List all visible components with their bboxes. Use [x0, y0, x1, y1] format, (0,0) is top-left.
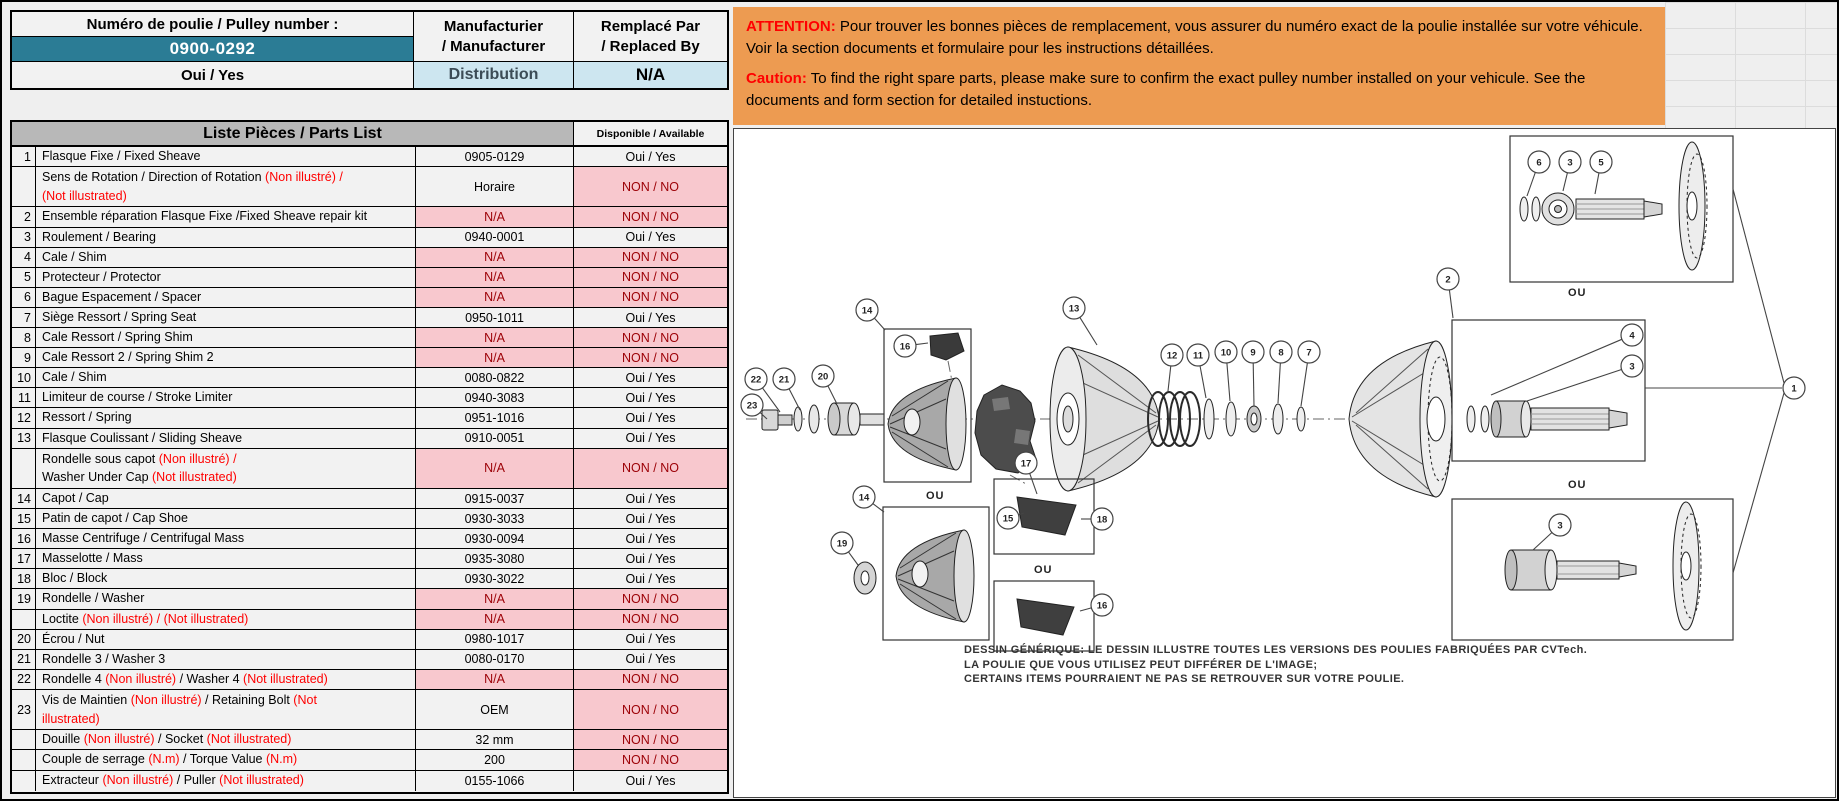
callout-leader	[848, 552, 858, 565]
availability: NON / NO	[574, 670, 727, 689]
availability: NON / NO	[574, 348, 727, 367]
callout-number: 4	[1629, 330, 1635, 342]
callout-number: 6	[1536, 157, 1542, 169]
row-number: 10	[12, 368, 36, 387]
availability: Oui / Yes	[625, 230, 676, 245]
part-name: Loctite (Non illustré) / (Not illustrated)	[36, 610, 416, 629]
attention-fr	[746, 16, 1652, 59]
part-name: Flasque Fixe / Fixed Sheave	[36, 147, 416, 166]
row-number	[12, 730, 36, 749]
part-name: Cale Ressort 2 / Spring Shim 2	[36, 348, 416, 367]
row-number: 9	[12, 348, 36, 367]
callout-number: 11	[1192, 350, 1204, 362]
callout-number: 10	[1220, 347, 1232, 359]
callout-number: 3	[1567, 157, 1573, 169]
part-number: 0080-0170	[416, 650, 574, 669]
table-row	[12, 650, 727, 670]
row-number: 11	[12, 388, 36, 407]
cap-drawing	[888, 378, 966, 470]
callout-leader	[1449, 290, 1453, 318]
callout-number: 14	[858, 492, 870, 504]
part-number: 0930-3033	[416, 509, 574, 528]
availability: NON / NO	[574, 690, 727, 729]
callout-number: 19	[836, 538, 848, 550]
table-row	[12, 207, 727, 227]
table-row	[12, 228, 727, 248]
callout-number: 13	[1068, 303, 1080, 315]
table-row	[12, 610, 727, 630]
row-number: 13	[12, 429, 36, 448]
availability: NON / NO	[574, 328, 727, 347]
part-name: Ensemble réparation Flasque Fixe /Fixed Sheave repair kit	[36, 207, 416, 226]
callout-leader	[1595, 173, 1599, 194]
row-number: 17	[12, 549, 36, 568]
mass-drawing	[1017, 497, 1076, 535]
row-number: 19	[12, 589, 36, 608]
empty-spreadsheet-cells	[1665, 2, 1839, 128]
option-line-bottom	[1733, 393, 1784, 573]
callout-leader	[1253, 363, 1254, 406]
pulley-number-label: Numéro de poulie / Pulley number :	[12, 12, 414, 37]
availability: Oui / Yes	[625, 149, 676, 164]
callout-number: 8	[1278, 347, 1284, 359]
row-number: 8	[12, 328, 36, 347]
callout-leader	[1533, 532, 1552, 550]
row-number	[12, 610, 36, 629]
parts-list-title: Liste Pièces / Parts List	[12, 122, 574, 145]
available-column-header: Disponible / Available	[574, 122, 727, 145]
part-name: Capot / Cap	[36, 489, 416, 508]
table-row	[12, 630, 727, 650]
table-row	[12, 328, 727, 348]
table-row	[12, 308, 727, 328]
row-number: 3	[12, 228, 36, 247]
bolt-and-washers-drawing	[762, 403, 884, 435]
callout-number: 21	[778, 374, 790, 386]
table-row	[12, 147, 727, 167]
attention-en-label: Caution:	[746, 70, 807, 87]
option-line-top	[1733, 189, 1784, 383]
table-row	[12, 771, 727, 791]
part-number: 32 mm	[416, 730, 574, 749]
callout-leader	[1301, 363, 1307, 406]
note-line3: CERTAINS ITEMS POURRAIENT NE PAS SE RETROUVER SUR VOTRE POULIE.	[964, 673, 1405, 685]
ou-label-top: OU	[1568, 287, 1587, 299]
callout-leader	[789, 389, 800, 410]
callout-leader	[828, 386, 837, 404]
replaced-by-label-line2: / Replaced By	[601, 37, 700, 55]
callout-number: 22	[750, 374, 762, 386]
attention-box	[733, 7, 1665, 125]
replaced-by-value: N/A	[574, 62, 727, 88]
parts-list-table	[10, 120, 729, 794]
row-number	[12, 771, 36, 791]
part-number: N/A	[416, 610, 574, 629]
table-row	[12, 348, 727, 368]
availability: Oui / Yes	[625, 551, 676, 566]
availability: Oui / Yes	[625, 652, 676, 667]
part-number: N/A	[416, 670, 574, 689]
table-row	[12, 730, 727, 750]
availability: Oui / Yes	[625, 571, 676, 586]
shaft-option-box-middle	[1452, 320, 1645, 461]
parts-list-header-row	[12, 122, 727, 147]
note-line2: LA POULIE QUE VOUS UTILISEZ PEUT DIFFÉRER DE L'IMAGE;	[964, 659, 1318, 671]
callout-leader	[1200, 366, 1206, 398]
availability: NON / NO	[574, 167, 727, 206]
ou-label-cap: OU	[926, 490, 945, 502]
availability: Oui / Yes	[625, 773, 676, 788]
table-row	[12, 268, 727, 288]
part-name: Cale / Shim	[36, 368, 416, 387]
row-number	[12, 449, 36, 488]
part-number: 0935-3080	[416, 549, 574, 568]
part-name: Rondelle 4 (Non illustré) / Washer 4 (Not illustrated)	[36, 670, 416, 689]
callout-number: 3	[1557, 520, 1563, 532]
table-row	[12, 549, 727, 569]
part-name: Masselotte / Mass	[36, 549, 416, 568]
part-name: Roulement / Bearing	[36, 228, 416, 247]
table-row	[12, 569, 727, 589]
table-row	[12, 408, 727, 428]
row-number: 21	[12, 650, 36, 669]
part-number: N/A	[416, 207, 574, 226]
part-number: N/A	[416, 589, 574, 608]
availability: NON / NO	[574, 268, 727, 287]
part-number: 0940-0001	[416, 228, 574, 247]
callout-number: 16	[899, 341, 911, 353]
pulley-header-table	[10, 10, 729, 90]
block-drawing	[1017, 599, 1074, 635]
availability: Oui / Yes	[625, 491, 676, 506]
availability: NON / NO	[574, 288, 727, 307]
shaft-bottom-drawing	[1505, 502, 1701, 630]
part-name: Rondelle sous capot (Non illustré) / Washer Under Cap (Not illustrated)	[36, 449, 416, 488]
callout-number: 5	[1598, 157, 1604, 169]
exploded-diagram-panel	[733, 128, 1836, 798]
callout-number: 3	[1629, 361, 1635, 373]
part-number: N/A	[416, 248, 574, 267]
table-row	[12, 489, 727, 509]
fixed-sheave-drawing	[1349, 341, 1452, 497]
availability: NON / NO	[574, 207, 727, 226]
replaced-by-label-line1: Remplacé Par	[600, 17, 701, 35]
callout-number: 20	[817, 371, 829, 383]
callout-number: 2	[1445, 274, 1451, 286]
part-number: Horaire	[416, 167, 574, 206]
callout-leader	[1227, 363, 1230, 401]
availability: NON / NO	[574, 610, 727, 629]
part-number: 0905-0129	[416, 147, 574, 166]
availability: Oui / Yes	[625, 511, 676, 526]
callout-number: 14	[861, 305, 873, 317]
attention-en-text: To find the right spare parts, please make sure to confirm the exact pulley number installed on your vehicule. See the documents and form section for detailed instuctions.	[746, 70, 1586, 109]
part-name: Douille (Non illustré) / Socket (Not illustrated)	[36, 730, 416, 749]
part-name: Cale / Shim	[36, 248, 416, 267]
table-row	[12, 529, 727, 549]
part-name: Rondelle 3 / Washer 3	[36, 650, 416, 669]
part-name: Rondelle / Washer	[36, 589, 416, 608]
row-number: 14	[12, 489, 36, 508]
row-number: 20	[12, 630, 36, 649]
row-number: 12	[12, 408, 36, 427]
part-name: Ressort / Spring	[36, 408, 416, 427]
pulley-available-value: Oui / Yes	[12, 62, 414, 88]
callout-number: 17	[1020, 458, 1032, 470]
part-name: Limiteur de course / Stroke Limiter	[36, 388, 416, 407]
manufacturer-label-line1: Manufacturier	[443, 17, 544, 35]
table-row	[12, 429, 727, 449]
callout-leader	[1080, 608, 1091, 611]
part-name: Écrou / Nut	[36, 630, 416, 649]
callout-leader	[873, 504, 884, 512]
table-row	[12, 368, 727, 388]
part-number: N/A	[416, 288, 574, 307]
callout-number: 9	[1250, 347, 1256, 359]
part-number: 0910-0051	[416, 429, 574, 448]
availability: Oui / Yes	[625, 390, 676, 405]
availability: Oui / Yes	[625, 410, 676, 425]
ou-label-mass: OU	[1034, 564, 1053, 576]
table-row	[12, 388, 727, 408]
callout-leader	[762, 388, 780, 412]
availability: Oui / Yes	[625, 431, 676, 446]
spider-to-mass-dash	[1010, 475, 1028, 485]
manufacturer-value: Distribution	[414, 62, 574, 88]
row-number: 16	[12, 529, 36, 548]
parts-rows	[12, 147, 727, 792]
attention-fr-label: ATTENTION:	[746, 18, 836, 35]
row-number: 1	[12, 147, 36, 166]
row-number	[12, 750, 36, 769]
callout-leader	[1080, 317, 1097, 345]
availability: NON / NO	[574, 449, 727, 488]
table-row	[12, 509, 727, 529]
availability: Oui / Yes	[625, 531, 676, 546]
callout-number: 15	[1002, 513, 1014, 525]
callout-leader	[1491, 339, 1622, 395]
callout-leader	[1278, 363, 1280, 403]
cap-lower-drawing	[896, 530, 974, 622]
part-number: 0951-1016	[416, 408, 574, 427]
part-number: 0080-0822	[416, 368, 574, 387]
ou-label-middle: OU	[1568, 479, 1587, 491]
part-name: Cale Ressort / Spring Shim	[36, 328, 416, 347]
callout-leader	[1030, 473, 1037, 494]
part-name: Bloc / Block	[36, 569, 416, 588]
table-row	[12, 750, 727, 770]
row-number	[12, 167, 36, 206]
row-number: 15	[12, 509, 36, 528]
replaced-by-label	[574, 12, 727, 62]
part-name: Protecteur / Protector	[36, 268, 416, 287]
attention-en	[746, 68, 1652, 111]
callout-leader	[1168, 366, 1171, 391]
shaft-middle-drawing	[1467, 401, 1627, 437]
callout-leader	[1563, 173, 1567, 191]
callout-leader	[1527, 172, 1535, 196]
availability: NON / NO	[574, 730, 727, 749]
callout-number: 18	[1096, 514, 1108, 526]
part-number: N/A	[416, 328, 574, 347]
callout-number: 7	[1306, 347, 1312, 359]
callout-number: 23	[746, 400, 758, 412]
part-name: Flasque Coulissant / Sliding Sheave	[36, 429, 416, 448]
row-number: 23	[12, 690, 36, 729]
availability: Oui / Yes	[625, 310, 676, 325]
row-number: 2	[12, 207, 36, 226]
availability: NON / NO	[574, 750, 727, 769]
table-row	[12, 589, 727, 609]
part-number: 0155-1066	[416, 771, 574, 791]
part-number: OEM	[416, 690, 574, 729]
row-number: 4	[12, 248, 36, 267]
availability: Oui / Yes	[625, 632, 676, 647]
part-name: Bague Espacement / Spacer	[36, 288, 416, 307]
part-name: Extracteur (Non illustré) / Puller (Not illustrated)	[36, 771, 416, 791]
part-number: 0940-3083	[416, 388, 574, 407]
row-number: 22	[12, 670, 36, 689]
part-number: 200	[416, 750, 574, 769]
availability: NON / NO	[574, 248, 727, 267]
table-row	[12, 288, 727, 308]
table-row	[12, 449, 727, 489]
availability: Oui / Yes	[625, 370, 676, 385]
part-name: Siège Ressort / Spring Seat	[36, 308, 416, 327]
part-number: 0915-0037	[416, 489, 574, 508]
table-row	[12, 670, 727, 690]
part-number: N/A	[416, 348, 574, 367]
table-row	[12, 248, 727, 268]
callout-number: 16	[1096, 600, 1108, 612]
row-number: 7	[12, 308, 36, 327]
part-number: 0930-3022	[416, 569, 574, 588]
manufacturer-label	[414, 12, 574, 62]
manufacturer-label-line2: / Manufacturer	[441, 37, 546, 55]
part-name: Vis de Maintien (Non illustré) / Retaining Bolt (Not illustrated)	[36, 690, 416, 729]
callout-number: 12	[1166, 350, 1178, 362]
attention-fr-text: Pour trouver les bonnes pièces de remplacement, vous assurer du numéro exact de la poulie installée sur votre véhicule. Voir la section documents et formulaire pour les instructions détaillées.	[746, 18, 1643, 57]
part-name: Sens de Rotation / Direction of Rotation (Non illustré) / (Not illustrated)	[36, 167, 416, 206]
availability: NON / NO	[574, 589, 727, 608]
callout-leader	[916, 343, 928, 345]
sliding-sheave-drawing	[1050, 347, 1159, 491]
callout-number: 1	[1791, 383, 1797, 395]
exploded-diagram-svg	[734, 129, 1835, 797]
part-number: N/A	[416, 449, 574, 488]
part-name: Masse Centrifuge / Centrifugal Mass	[36, 529, 416, 548]
note-line1: DESSIN GÉNÉRIQUE: LE DESSIN ILLUSTRE TOUTES LES VERSIONS DES POULIES FABRIQUÉES PAR CVTech.	[964, 644, 1588, 656]
washer19-drawing	[854, 562, 876, 594]
part-number: N/A	[416, 268, 574, 287]
part-number: 0950-1011	[416, 308, 574, 327]
pulley-number-value: 0900-0292	[12, 37, 414, 62]
cap-fastener-drawing	[930, 333, 964, 360]
part-number: 0980-1017	[416, 630, 574, 649]
table-row	[12, 167, 727, 207]
row-number: 5	[12, 268, 36, 287]
row-number: 6	[12, 288, 36, 307]
row-number: 18	[12, 569, 36, 588]
part-number: 0930-0094	[416, 529, 574, 548]
callout-leader	[874, 318, 885, 330]
part-name: Patin de capot / Cap Shoe	[36, 509, 416, 528]
part-name: Couple de serrage (N.m) / Torque Value (N.m)	[36, 750, 416, 769]
table-row	[12, 690, 727, 730]
